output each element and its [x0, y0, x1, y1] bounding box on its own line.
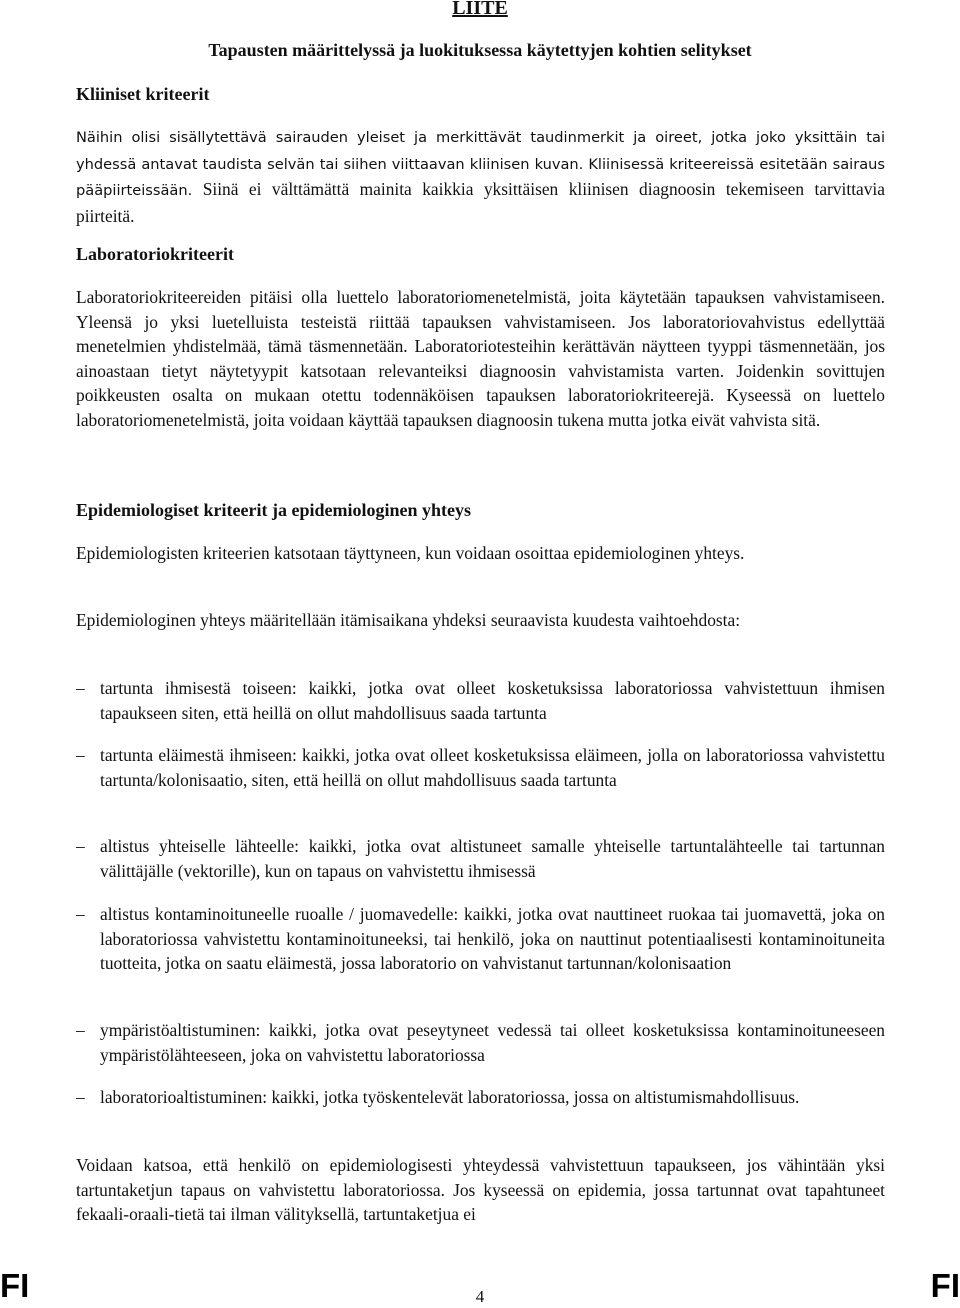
- epidemiological-closing-text: Voidaan katsoa, että henkilö on epidemiologisesti yhteydessä vahvistettuun tapaukseen, jos vähintään yksi tartuntaketjun tapaus on vahvistettu laboratoriossa. Jos kyseessä on epidemia, jossa tartunnat ovat tapahtuneet fekaali-oraali-tietä tai ilman välityksellä, tartuntaketjua ei: [76, 1155, 885, 1225]
- clinical-criteria-text: [76, 124, 885, 226]
- clinical-criteria-text-part1: Näihin olisi sisällytettävä sairauden yleiset ja merkittävät taudinmerkit ja oireet, jotka joko yksittäin tai yhdessä antavat taudista selvän tai siihen viittaavan kliinisen kuvan. Kliinisessä kriteereissä esitetään sairaus pääpiirteissään.: [76, 129, 885, 200]
- list-item-text: ympäristöaltistuminen: kaikki, jotka ovat peseytyneet vedessä tai olleet kosketuksissa kontaminoituneeseen ympäristölähteeseen, joka on vahvistettu laboratoriossa: [100, 1020, 885, 1065]
- laboratory-criteria-text: Laboratoriokriteereiden pitäisi olla luettelo laboratoriomenetelmistä, joita käytetään tapauksen vahvistamiseen. Yleensä jo yksi luetelluista testeistä riittää tapauksen vahvistamiseen. Jos laboratoriovahvistus edellyttää menetelmien yhdistelmää, tämä täsmennetään. Laboratoriotesteihin kerättävän näytteen tyyppi täsmennetään, jos ainoastaan tietyt näytetyypit katsotaan relevanteiksi diagnoosin vahvistamista varten. Joidenkin sovittujen poikkeusten osalta on mukaan otettu todennäköisen tapauksen laboratoriokriteerejä. Kyseessä on luettelo laboratoriomenetelmistä, joita voidaan käyttää tapauksen diagnoosin tukena mutta jotka eivät vahvista sitä.: [76, 287, 885, 430]
- list-item-text: tartunta eläimestä ihmiseen: kaikki, jotka ovat olleet kosketuksissa eläimeen, jolla on laboratoriossa vahvistettu tartunta/kolonisaatio, siten, että heillä on ollut mahdollisuus saada tartunta: [100, 745, 885, 790]
- list-item: [76, 1085, 885, 1110]
- page-number: 4: [475, 1287, 485, 1306]
- list-item-text: tartunta ihmisestä toiseen: kaikki, jotka ovat olleet kosketuksissa laboratoriossa vahvistettuun ihmisen tapaukseen siten, että heillä on ollut mahdollisuus saada tartunta: [100, 678, 885, 723]
- annex-title: [0, 0, 960, 20]
- annex-title-text: LIITE: [452, 0, 508, 19]
- document-subtitle: Tapausten määrittelyssä ja luokituksessa käytettyjen kohtien selitykset: [208, 40, 752, 60]
- list-item-text: altistus kontaminoituneelle ruoalle / juomavedelle: kaikki, jotka ovat nauttineet ruokaa tai juomavettä, joka on laboratoriossa vahvistettu kontaminoituneeksi, tai henkilö, joka on nauttinut potentiaalisesti kontaminoituneita tuotteita, jotka on saatu eläimestä, jossa laboratorio on vahvistanut tartunnan/kolonisaation: [100, 904, 885, 974]
- bullet-dash: –: [76, 1087, 85, 1107]
- epidemiological-criteria-text: Epidemiologisten kriteerien katsotaan täyttyneen, kun voidaan osoittaa epidemiologinen yhteys.: [76, 543, 745, 563]
- footer-language-code-left: FI: [0, 1267, 30, 1304]
- clinical-criteria-text-part2: Siinä ei välttämättä mainita kaikkia yksittäisen kliinisen diagnoosin tekemiseen tarvittavia piirteitä.: [76, 179, 885, 226]
- laboratory-criteria-heading: Laboratoriokriteerit: [76, 244, 234, 264]
- epidemiological-link-intro: Epidemiologinen yhteys määritellään itämisaikana yhdeksi seuraavista kuudesta vaihtoehdosta:: [76, 610, 741, 630]
- epidemiological-criteria-heading: Epidemiologiset kriteerit ja epidemiologinen yhteys: [76, 500, 471, 520]
- list-item: [76, 902, 885, 976]
- list-item-text: altistus yhteiselle lähteelle: kaikki, jotka ovat altistuneet samalle yhteiselle tartuntalähteelle tai tartunnan välittäjälle (vektorille), kun on tapaus on vahvistettu ihmisessä: [100, 836, 885, 881]
- clinical-criteria-heading: Kliiniset kriteerit: [76, 84, 210, 104]
- list-item: [76, 676, 885, 725]
- list-item: [76, 743, 885, 792]
- bullet-dash: –: [76, 678, 85, 698]
- list-item: [76, 834, 885, 883]
- bullet-dash: –: [76, 836, 85, 856]
- bullet-dash: –: [76, 1020, 85, 1040]
- bullet-dash: –: [76, 904, 85, 924]
- bullet-dash: –: [76, 745, 85, 765]
- list-item-text: laboratorioaltistuminen: kaikki, jotka työskentelevät laboratoriossa, jossa on altistumismahdollisuus.: [100, 1087, 800, 1107]
- list-item: [76, 1018, 885, 1067]
- footer-language-code-right: FI: [930, 1267, 960, 1304]
